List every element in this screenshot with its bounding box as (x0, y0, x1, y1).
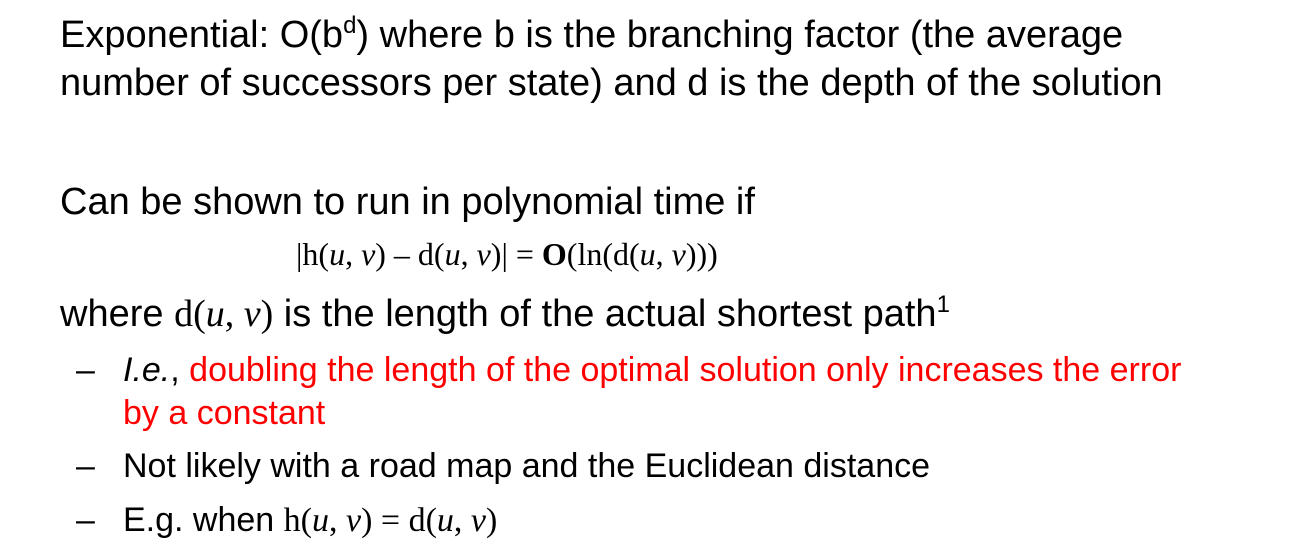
eg-close: ) (486, 502, 498, 539)
doubling-highlight-line-2: by a constant (123, 394, 326, 432)
formula-var-v: v (361, 236, 376, 272)
doubling-highlight-line-1: doubling the length of the optimal solution only increases the error (189, 351, 1182, 389)
eg-comma: , (328, 502, 346, 539)
eg-var-v: v (345, 502, 362, 539)
formula-part: )| = (490, 236, 542, 272)
formula-var-u: u (444, 236, 461, 272)
footnote-marker: 1 (936, 291, 950, 318)
formula-part: |h( (296, 236, 330, 272)
exponential-line-2: number of successors per state) and d is the depth of the solution (60, 62, 1163, 104)
polynomial-condition-line: Can be shown to run in polynomial time if (60, 181, 755, 223)
formula-part: , (460, 236, 477, 272)
bullet-not-likely: Not likely with a road map and the Euclidean distance (123, 447, 931, 485)
bullet-dash-3: – (76, 501, 95, 539)
formula-big-o: O (541, 236, 567, 272)
eg-comma: , (453, 502, 471, 539)
bullet-dash-1: – (76, 351, 95, 389)
bullet-ie-line-1 (123, 348, 1181, 392)
eg-prefix: E.g. when (123, 501, 284, 539)
shortest-path-definition-line (60, 291, 950, 337)
exponential-prefix: Exponential: O(b (60, 14, 344, 56)
exponential-suffix: ) where b is the branching factor (the average (356, 14, 1124, 56)
definition-d-close: ) (260, 293, 274, 335)
formula-var-u: u (329, 236, 346, 272)
exponent-d: d (343, 12, 357, 39)
formula-var-u: u (639, 236, 656, 272)
formula-part: , (655, 236, 672, 272)
ie-abbrev: I.e. (123, 351, 171, 389)
bullet-eg (123, 498, 497, 543)
formula-part: , (345, 236, 362, 272)
eg-h-open: h( (283, 502, 312, 539)
bullet-dash-2: – (76, 447, 95, 485)
formula-part: ) – d( (375, 236, 445, 272)
definition-var-v: v (243, 293, 261, 335)
formula-var-v: v (671, 236, 686, 272)
definition-comma: , (224, 293, 244, 335)
eg-equals: ) = d( (361, 502, 437, 539)
eg-var-u: u (436, 502, 454, 539)
error-bound-formula (296, 234, 718, 274)
formula-var-v: v (476, 236, 491, 272)
definition-prefix: where (60, 293, 175, 335)
eg-var-v: v (470, 502, 486, 539)
formula-part: ))) (685, 236, 718, 272)
ie-comma: , (170, 351, 190, 389)
eg-var-u: u (311, 502, 329, 539)
definition-var-u: u (205, 293, 225, 335)
exponential-line-1 (60, 12, 1123, 58)
definition-d-open: d( (174, 293, 206, 335)
formula-part: (ln(d( (566, 236, 640, 272)
definition-suffix: is the length of the actual shortest path (273, 293, 937, 335)
